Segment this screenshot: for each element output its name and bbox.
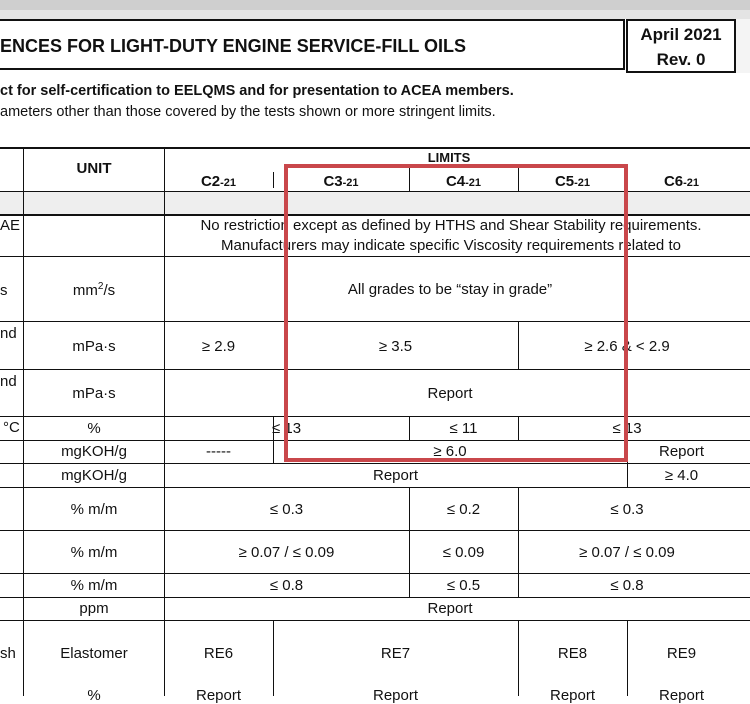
row-fragment: sh [0, 645, 16, 662]
column-header-c6: C6-21 [663, 173, 700, 190]
rule [0, 620, 750, 621]
column-header-c4: C4-21 [445, 173, 482, 190]
top-band-shade [0, 10, 750, 19]
unit-cell: % m/m [70, 577, 118, 594]
column-header-c5: C5-21 [554, 173, 591, 190]
rule [0, 597, 750, 598]
elastomer-sub-c5: Report [549, 687, 596, 704]
rule [0, 530, 750, 531]
phosphorus-c5-c6: ≥ 0.07 / ≤ 0.09 [579, 544, 675, 561]
phosphorus-c2-c3: ≥ 0.07 / ≤ 0.09 [238, 544, 335, 561]
column-header-c3: C3-21 [323, 173, 359, 190]
elastomer-sub-c3-c4: Report [372, 687, 419, 704]
rule [0, 487, 750, 488]
evaporation-c4: ≤ 11 [449, 420, 478, 437]
subtitle-bold: ct for self-certification to EELQMS and for presentation to ACEA members. [0, 83, 514, 99]
unit-cell: % [87, 687, 101, 704]
column-header-c2: C2-21 [200, 173, 237, 190]
tbn-c6: Report [658, 443, 705, 460]
unit-cell: mPa·s [72, 338, 116, 355]
sulphur-c4: ≤ 0.2 [446, 501, 481, 518]
tan-c2-c5: Report [372, 467, 419, 484]
rule [0, 573, 750, 574]
tbn-c3-c5: ≥ 6.0 [433, 443, 467, 460]
viscosity-note-line2: Manufacturers may indicate specific Viscosity requirements related to [221, 237, 681, 254]
document-title: ENCES FOR LIGHT-DUTY ENGINE SERVICE-FILL OILS [0, 36, 467, 56]
row-fragment: nd [0, 373, 17, 390]
unit-cell: mPa·s [72, 385, 116, 402]
unit-cell: mgKOH/g [61, 443, 127, 460]
page-edge [736, 19, 750, 73]
unit-cell: ppm [79, 600, 109, 617]
hths-report-value: Report [427, 385, 473, 402]
rule [0, 463, 750, 464]
tbn-c2: ----- [206, 443, 231, 460]
sulphur-c2-c3: ≤ 0.3 [269, 501, 304, 518]
limits-header: LIMITS [427, 150, 471, 165]
hths-c5-c6: ≥ 2.6 & < 2.9 [584, 338, 670, 355]
top-band [0, 0, 750, 10]
elastomer-sub-c2: Report [195, 687, 242, 704]
unit-cell: mgKOH/g [61, 467, 127, 484]
highlight-box [284, 164, 628, 462]
row-fragment: AE [0, 217, 21, 234]
chlorine-value: Report [427, 600, 473, 617]
unit-cell: $mm^2/s$ [72, 281, 116, 299]
hths-c2: ≥ 2.9 [201, 338, 236, 355]
evaporation-c2-c3: ≤ 13 [271, 420, 302, 437]
sulphated-ash-c2-c3: ≤ 0.8 [269, 577, 304, 594]
elastomer-c5: RE8 [557, 645, 588, 662]
elastomer-sub-c6: Report [658, 687, 705, 704]
stay-in-grade-value: All grades to be “stay in grade” [347, 281, 553, 298]
sulphated-ash-c5-c6: ≤ 0.8 [610, 577, 644, 594]
phosphorus-c4: ≤ 0.09 [442, 544, 485, 561]
row-fragment: °C [3, 419, 20, 436]
subtitle: ameters other than those covered by the tests shown or more stringent limits. [0, 104, 496, 120]
sulphated-ash-c4: ≤ 0.5 [446, 577, 481, 594]
hths-c3-c4: ≥ 3.5 [378, 338, 413, 355]
evaporation-c5-c6: ≤ 13 [612, 420, 642, 437]
revision-label: Rev. 0 [656, 50, 706, 69]
issue-date: April 2021 [640, 25, 722, 44]
elastomer-c2: RE6 [203, 645, 234, 662]
rule [0, 147, 750, 149]
row-fragment: nd [0, 325, 17, 342]
row-fragment: s [0, 282, 8, 299]
viscosity-note-line1: No restriction except as defined by HTHS and Shear Stability requirements. [200, 217, 702, 234]
unit-cell: % [87, 420, 101, 437]
unit-header: UNIT [76, 160, 112, 177]
elastomer-c6: RE9 [666, 645, 697, 662]
elastomer-c3-c4: RE7 [380, 645, 411, 662]
unit-cell: % m/m [70, 544, 118, 561]
unit-cell: Elastomer [60, 645, 128, 662]
unit-cell: % m/m [70, 501, 118, 518]
tan-c6: ≥ 4.0 [664, 467, 699, 484]
sulphur-c5-c6: ≤ 0.3 [610, 501, 644, 518]
